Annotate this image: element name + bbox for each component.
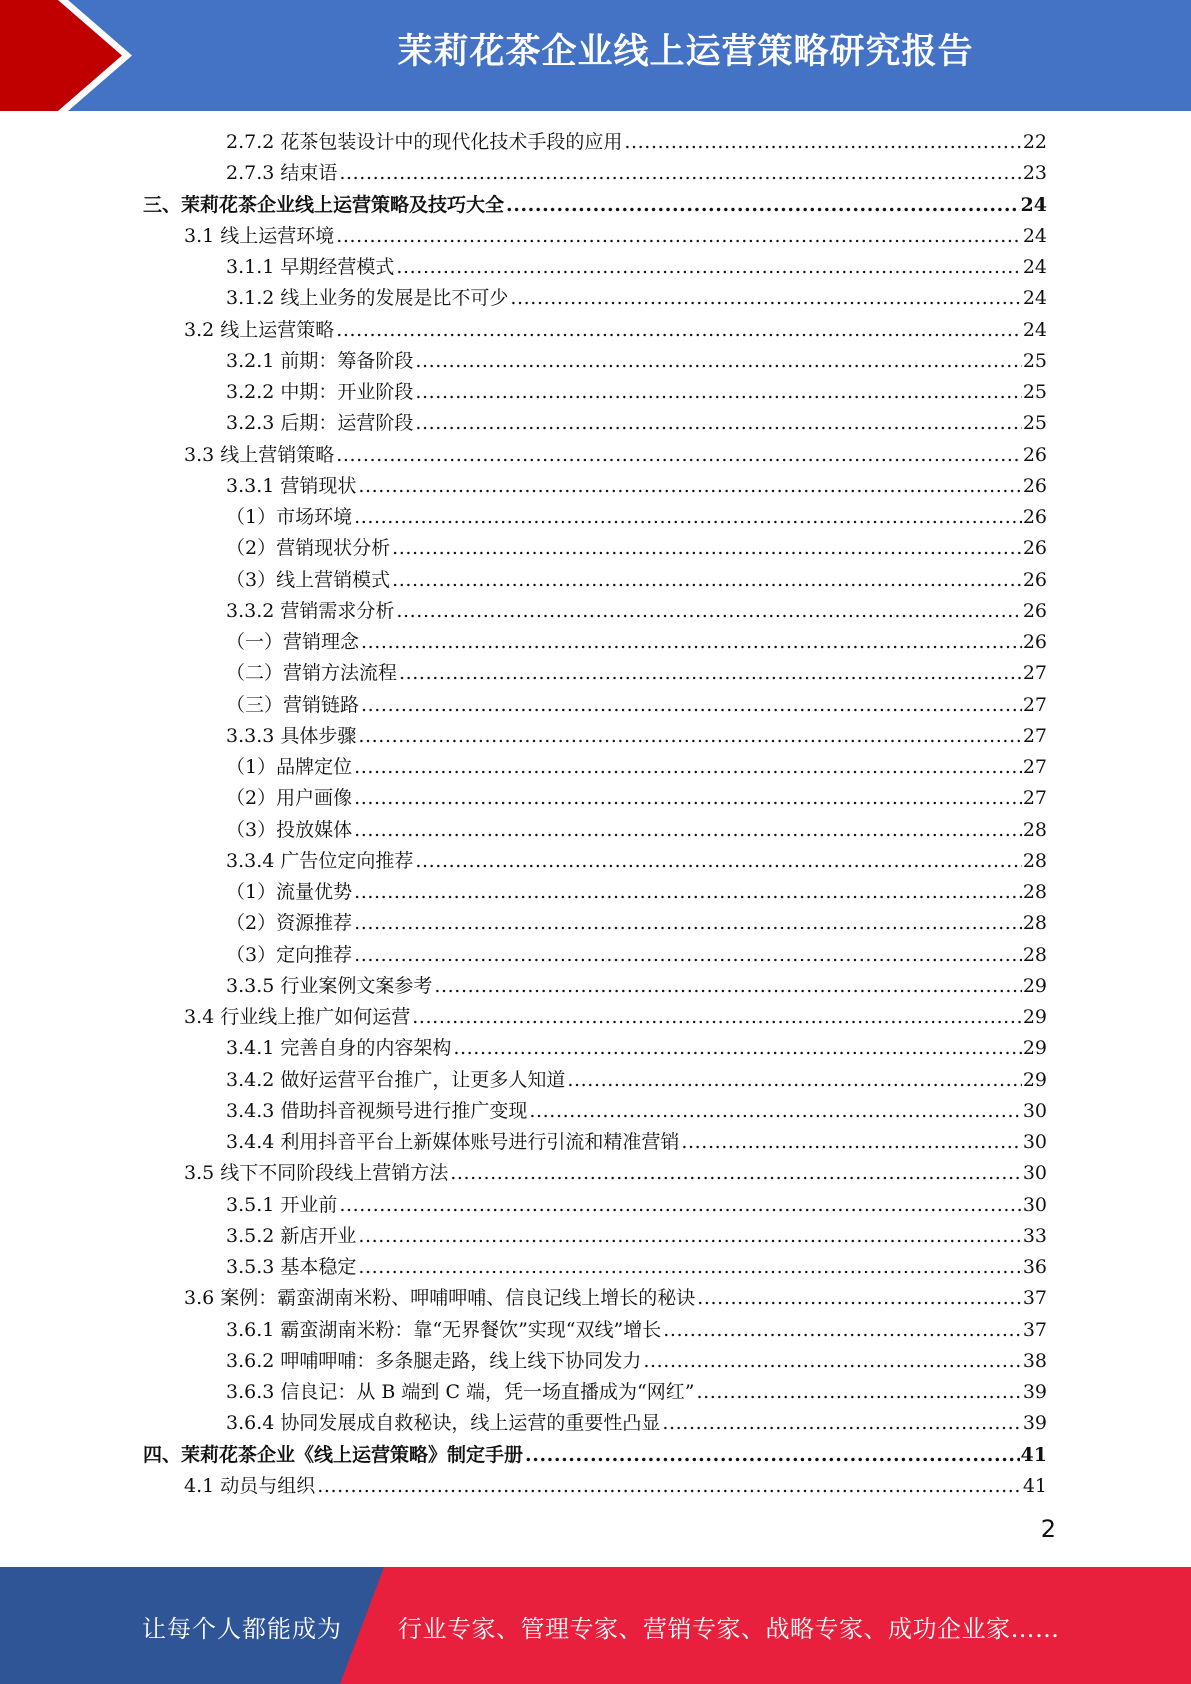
toc-entry-label: 3.4 行业线上推广如何运营 xyxy=(184,1006,411,1028)
toc-entry-page: 30 xyxy=(1022,1193,1047,1216)
toc-entry[interactable] xyxy=(0,440,1191,471)
toc-entry-page: 25 xyxy=(1022,412,1047,435)
toc-dot-leader xyxy=(697,1283,1022,1314)
toc-dot-leader xyxy=(415,346,1021,377)
toc-entry-page: 26 xyxy=(1022,506,1047,528)
toc-entry-page: 37 xyxy=(1022,1287,1047,1310)
toc-entry[interactable] xyxy=(0,658,1191,689)
toc-entry-page: 28 xyxy=(1022,881,1047,903)
toc-dot-leader xyxy=(354,940,1022,971)
toc-entry-page: 24 xyxy=(1022,256,1047,278)
toc-entry-page: 41 xyxy=(1022,1474,1047,1497)
toc-entry[interactable] xyxy=(0,877,1191,908)
toc-entry-label: 3.2.2 中期：开业阶段 xyxy=(226,381,414,403)
toc-entry[interactable] xyxy=(0,908,1191,939)
toc-entry[interactable] xyxy=(0,596,1191,627)
toc-entry-page: 39 xyxy=(1022,1381,1047,1403)
toc-entry-page: 27 xyxy=(1022,693,1047,716)
toc-entry-label: 3.3.4 广告位定向推荐 xyxy=(226,849,414,872)
toc-entry-label: 3.6 案例：霸蛮湖南米粉、呷哺呷哺、信良记线上增长的秘诀 xyxy=(184,1287,696,1310)
toc-entry[interactable] xyxy=(0,1002,1191,1033)
toc-entry-page: 41 xyxy=(1020,1443,1047,1466)
toc-entry-page: 39 xyxy=(1022,1412,1047,1435)
toc-entry-label: （2）资源推荐 xyxy=(226,912,353,935)
report-title: 茉莉花茶企业线上运营策略研究报告 xyxy=(397,32,974,72)
toc-entry[interactable] xyxy=(0,1440,1191,1471)
toc-entry-label: 3.1 线上运营环境 xyxy=(184,224,335,247)
toc-entry[interactable] xyxy=(0,1190,1191,1221)
toc-dot-leader xyxy=(358,1252,1021,1283)
toc-entry-label: 3.5.2 新店开业 xyxy=(226,1224,357,1247)
toc-entry-page: 27 xyxy=(1022,724,1047,747)
toc-entry[interactable] xyxy=(0,1221,1191,1252)
toc-dot-leader xyxy=(336,315,1022,346)
toc-dot-leader xyxy=(415,408,1021,439)
toc-entry-label: 2.7.2 花茶包装设计中的现代化技术手段的应用 xyxy=(226,131,623,153)
toc-dot-leader xyxy=(336,221,1022,252)
toc-entry-page: 24 xyxy=(1022,287,1047,310)
toc-dot-leader xyxy=(396,596,1021,627)
page-header xyxy=(0,0,1191,111)
toc-entry-label: 3.6.3 信良记：从 B 端到 C 端，凭一场直播成为“网红” xyxy=(226,1381,695,1403)
toc-entry-page: 38 xyxy=(1022,1349,1047,1372)
footer-slogan: 让每个人都能成为 xyxy=(142,1615,342,1643)
toc-entry-label: 3.1.2 线上业务的发展是比不可少 xyxy=(226,287,509,310)
toc-entry[interactable] xyxy=(0,752,1191,783)
toc-entry-label: （3）线上营销模式 xyxy=(226,568,391,591)
toc-dot-leader xyxy=(392,565,1022,596)
toc-entry-label: （1）市场环境 xyxy=(226,506,353,528)
toc-dot-leader xyxy=(354,752,1022,783)
toc-entry[interactable] xyxy=(0,1346,1191,1377)
toc-dot-leader xyxy=(412,1002,1022,1033)
toc-entry[interactable] xyxy=(0,377,1191,408)
table-of-contents xyxy=(0,127,1191,1502)
toc-entry-label: 3.5.3 基本稳定 xyxy=(226,1256,357,1278)
toc-entry[interactable] xyxy=(0,190,1191,221)
toc-entry-label: 3.2.3 后期：运营阶段 xyxy=(226,412,414,435)
toc-entry-label: 3.2 线上运营策略 xyxy=(184,318,335,341)
toc-entry-label: 3.3.1 营销现状 xyxy=(226,474,357,497)
toc-entry[interactable] xyxy=(0,252,1191,283)
toc-entry[interactable] xyxy=(0,283,1191,314)
toc-entry-page: 28 xyxy=(1022,943,1047,966)
toc-entry-label: 2.7.3 结束语 xyxy=(226,162,338,185)
toc-entry[interactable] xyxy=(0,1033,1191,1064)
toc-dot-leader xyxy=(336,440,1022,471)
toc-entry-page: 24 xyxy=(1020,193,1047,216)
toc-entry[interactable] xyxy=(0,346,1191,377)
toc-entry-page: 23 xyxy=(1022,162,1047,185)
toc-entry-page: 25 xyxy=(1022,381,1047,403)
toc-dot-leader xyxy=(358,471,1021,502)
toc-entry-label: （2）营销现状分析 xyxy=(226,537,391,560)
toc-dot-leader xyxy=(696,1377,1021,1408)
toc-dot-leader xyxy=(358,721,1021,752)
toc-entry[interactable] xyxy=(0,815,1191,846)
toc-entry-page: 28 xyxy=(1022,912,1047,935)
toc-entry-page: 26 xyxy=(1022,568,1047,591)
toc-entry-page: 26 xyxy=(1022,537,1047,560)
toc-entry-page: 30 xyxy=(1022,1099,1047,1122)
toc-entry-page: 37 xyxy=(1022,1318,1047,1341)
toc-entry-label: 三、茉莉花茶企业线上运营策略及技巧大全 xyxy=(143,193,505,216)
toc-entry-page: 24 xyxy=(1022,318,1047,341)
toc-entry-label: （一）营销理念 xyxy=(226,631,360,653)
toc-entry[interactable] xyxy=(0,565,1191,596)
toc-dot-leader xyxy=(510,283,1021,314)
toc-entry-label: （1）流量优势 xyxy=(226,881,353,903)
toc-dot-leader xyxy=(354,908,1022,939)
toc-dot-leader xyxy=(354,877,1022,908)
toc-dot-leader xyxy=(392,533,1022,564)
toc-dot-leader xyxy=(415,846,1021,877)
toc-entry-page: 25 xyxy=(1022,349,1047,372)
toc-entry-label: 3.6.2 呷哺呷哺：多条腿走路，线上线下协同发力 xyxy=(226,1349,642,1372)
toc-entry[interactable] xyxy=(0,315,1191,346)
toc-entry-label: （3）投放媒体 xyxy=(226,818,353,841)
toc-entry-label: 3.4.2 做好运营平台推广，让更多人知道 xyxy=(226,1068,566,1091)
toc-entry[interactable] xyxy=(0,533,1191,564)
page-number: 2 xyxy=(1040,1515,1056,1543)
toc-dot-leader xyxy=(354,783,1022,814)
toc-dot-leader xyxy=(399,658,1022,689)
toc-dot-leader xyxy=(354,502,1022,533)
toc-entry[interactable] xyxy=(0,1096,1191,1127)
header-red-chevron xyxy=(0,0,150,111)
toc-entry[interactable] xyxy=(0,471,1191,502)
toc-entry-page: 26 xyxy=(1022,599,1047,622)
toc-entry-label: 3.4.3 借助抖音视频号进行推广变现 xyxy=(226,1099,528,1122)
toc-entry-label: 3.3.5 行业案例文案参考 xyxy=(226,974,433,997)
toc-entry[interactable] xyxy=(0,1283,1191,1314)
toc-dot-leader xyxy=(662,1408,1021,1439)
toc-entry-label: （2）用户画像 xyxy=(226,787,353,810)
toc-entry-label: （1）品牌定位 xyxy=(226,756,353,778)
toc-entry-page: 27 xyxy=(1022,787,1047,810)
toc-dot-leader xyxy=(396,252,1021,283)
toc-entry[interactable] xyxy=(0,158,1191,189)
toc-entry-page: 29 xyxy=(1022,974,1047,997)
toc-dot-leader xyxy=(525,1440,1020,1471)
toc-entry-label: 3.3 线上营销策略 xyxy=(184,443,335,466)
toc-dot-leader xyxy=(317,1471,1022,1502)
toc-entry-page: 28 xyxy=(1022,849,1047,872)
toc-entry[interactable] xyxy=(0,221,1191,252)
toc-entry-label: 3.5.1 开业前 xyxy=(226,1193,338,1216)
toc-entry-label: 3.4.4 利用抖音平台上新媒体账号进行引流和精准营销 xyxy=(226,1131,680,1153)
toc-entry-page: 22 xyxy=(1022,131,1047,153)
toc-entry-page: 24 xyxy=(1022,224,1047,247)
toc-entry[interactable] xyxy=(0,1408,1191,1439)
toc-entry-label: 4.1 动员与组织 xyxy=(184,1474,316,1497)
toc-entry[interactable] xyxy=(0,1471,1191,1502)
toc-dot-leader xyxy=(361,627,1022,658)
toc-entry[interactable] xyxy=(0,690,1191,721)
toc-entry[interactable] xyxy=(0,846,1191,877)
toc-entry[interactable] xyxy=(0,721,1191,752)
toc-entry-page: 27 xyxy=(1022,662,1047,685)
toc-entry[interactable] xyxy=(0,502,1191,533)
toc-entry-page: 29 xyxy=(1022,1006,1047,1028)
toc-dot-leader xyxy=(567,1065,1021,1096)
toc-dot-leader xyxy=(453,1033,1021,1064)
toc-entry-label: （三）营销链路 xyxy=(226,693,360,716)
toc-dot-leader xyxy=(361,690,1022,721)
toc-entry[interactable] xyxy=(0,971,1191,1002)
toc-entry[interactable] xyxy=(0,783,1191,814)
toc-entry[interactable] xyxy=(0,1377,1191,1408)
footer-tagline: 行业专家、管理专家、营销专家、战略专家、成功企业家…… xyxy=(398,1615,1060,1643)
toc-dot-leader xyxy=(529,1096,1021,1127)
toc-entry-label: 四、茉莉花茶企业《线上运营策略》制定手册 xyxy=(143,1443,524,1466)
toc-entry-page: 30 xyxy=(1022,1131,1047,1153)
toc-entry-label: 3.2.1 前期：筹备阶段 xyxy=(226,349,414,372)
toc-entry-label: 3.3.2 营销需求分析 xyxy=(226,599,395,622)
toc-dot-leader xyxy=(450,1158,1022,1189)
page-footer xyxy=(0,1567,1191,1684)
toc-dot-leader xyxy=(643,1346,1021,1377)
toc-entry-label: 3.4.1 完善自身的内容架构 xyxy=(226,1037,452,1060)
toc-entry-page: 26 xyxy=(1022,443,1047,466)
toc-entry-label: 3.6.1 霸蛮湖南米粉：靠“无界餐饮”实现“双线”增长 xyxy=(226,1318,662,1341)
toc-dot-leader xyxy=(681,1127,1021,1158)
toc-entry-page: 29 xyxy=(1022,1037,1047,1060)
toc-dot-leader xyxy=(339,158,1021,189)
toc-entry[interactable] xyxy=(0,1315,1191,1346)
toc-dot-leader xyxy=(506,190,1020,221)
toc-entry[interactable] xyxy=(0,627,1191,658)
toc-entry[interactable] xyxy=(0,408,1191,439)
toc-entry-page: 29 xyxy=(1022,1068,1047,1091)
toc-entry[interactable] xyxy=(0,1158,1191,1189)
toc-entry-page: 27 xyxy=(1022,756,1047,778)
toc-dot-leader xyxy=(339,1190,1021,1221)
toc-entry[interactable] xyxy=(0,127,1191,158)
toc-entry-page: 28 xyxy=(1022,818,1047,841)
toc-dot-leader xyxy=(663,1315,1022,1346)
toc-entry[interactable] xyxy=(0,1127,1191,1158)
toc-entry-label: 3.3.3 具体步骤 xyxy=(226,724,357,747)
toc-entry-label: 3.6.4 协同发展成自救秘诀，线上运营的重要性凸显 xyxy=(226,1412,661,1435)
toc-entry-page: 33 xyxy=(1022,1224,1047,1247)
toc-dot-leader xyxy=(358,1221,1021,1252)
toc-dot-leader xyxy=(354,815,1022,846)
toc-entry-label: 3.1.1 早期经营模式 xyxy=(226,256,395,278)
toc-entry[interactable] xyxy=(0,1252,1191,1283)
toc-entry-page: 26 xyxy=(1022,631,1047,653)
toc-entry[interactable] xyxy=(0,1065,1191,1096)
toc-dot-leader xyxy=(434,971,1021,1002)
toc-entry-page: 30 xyxy=(1022,1162,1047,1185)
toc-dot-leader xyxy=(415,377,1021,408)
toc-entry-label: （3）定向推荐 xyxy=(226,943,353,966)
toc-entry-label: （二）营销方法流程 xyxy=(226,662,398,685)
toc-entry-label: 3.5 线下不同阶段线上营销方法 xyxy=(184,1162,449,1185)
toc-entry-page: 26 xyxy=(1022,474,1047,497)
toc-entry[interactable] xyxy=(0,940,1191,971)
toc-dot-leader xyxy=(624,127,1021,158)
toc-entry-page: 36 xyxy=(1022,1256,1047,1278)
